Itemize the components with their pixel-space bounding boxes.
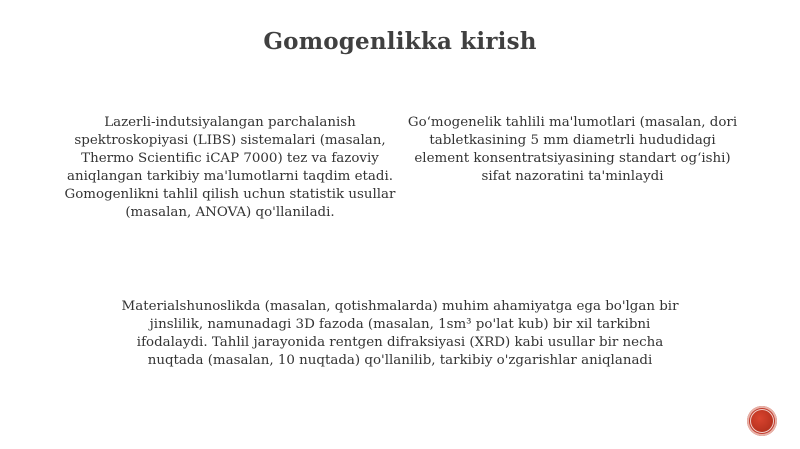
paragraph-right: Goʻmogenelik tahlili ma'lumotlari (masalan, dori tabletkasining 5 mm diametrli hududidagi element konsentratsiyasining standart ogʻishi) sifat nazoratini ta'minlaydi [407,115,738,184]
paragraph-left: Lazerli-indutsiyalangan parchalanish spektroskopiyasi (LIBS) sistemalari (masalan, Thermo Scientific iCAP 7000) tez va fazoviy aniqlangan tarkibiy ma'lumotlarni taqdim etadi. Gomogenlikni tahlil qilish uchun statistik usullar (masalan, ANOVA) qo'llaniladi. [64,115,396,220]
red-circle-button-icon [750,409,774,433]
slide-title: Gomogenlikka kirish [263,28,537,55]
slide-nav-button[interactable] [747,406,777,436]
paragraph-bottom: Materialshunoslikda (masalan, qotishmalarda) muhim ahamiyatga ega bo'lgan bir jinslilik, namunadagi 3D fazoda (masalan, 1sm³ po'lat kub) bir xil tarkibni ifodalaydi. Tahlil jarayonida rentgen difraksiyasi (XRD) kabi usullar bir necha nuqtada (masalan, 10 nuqtada) qo'llanilib, tarkibiy o'zgarishlar aniqlanadi [121,299,679,368]
